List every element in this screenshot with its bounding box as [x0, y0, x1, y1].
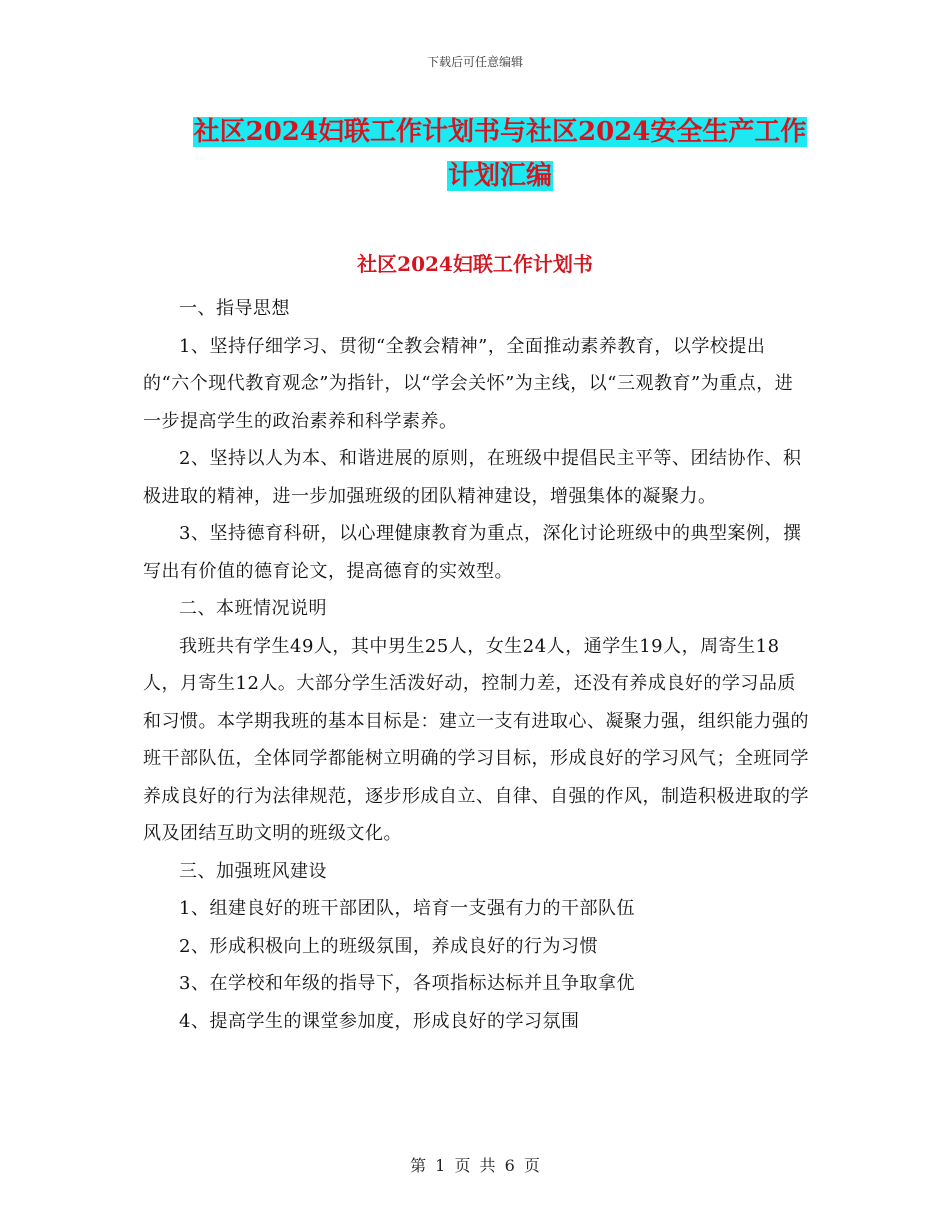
list-item: 1、组建良好的班干部团队，培育一支强有力的干部队伍 — [179, 898, 635, 919]
page-header: 下载后可任意编辑 — [426, 55, 523, 69]
document-body — [143, 290, 809, 1040]
paragraph: 1、坚持仔细学习、贯彻“全教会精神”，全面推动素养教育，以学校提出的“六个现代教育观念”为指针，以“学会关怀”为主线，以“三观教育”为重点，进一步提高学生的政治素养和科学素养。 — [143, 335, 794, 432]
heading-class-style: 三、加强班风建设 — [179, 860, 327, 882]
section-title: 社区2024妇联工作计划书 — [357, 252, 593, 276]
list-item: 4、提高学生的课堂参加度，形成良好的学习氛围 — [179, 1010, 580, 1032]
paragraph: 2、坚持以人为本、和谐进展的原则，在班级中提倡民主平等、团结协作、积极进取的精神，进一步加强班级的团队精神建设，增强集体的凝聚力。 — [143, 448, 802, 507]
paragraph: 我班共有学生49人，其中男生25人，女生24人，通学生19人，周寄生18人，月寄生12人。大部分学生活泼好动，控制力差，还没有养成良好的学习品质和习惯。本学期我班的基本目标是：建立一支有进取心、凝聚力强，组织能力强的班干部队伍，全体同学都能树立明确的学习目标，形成良好的学习风气；全班同学养成良好的行为法律规范，逐步形成自立、自律、自强的作风，制造积极进取的学风及团结互助文明的班级文化。 — [143, 635, 809, 844]
list-item: 2、形成积极向上的班级氛围，养成良好的行为习惯 — [179, 935, 598, 957]
heading-guiding-ideology: 一、指导思想 — [179, 298, 290, 319]
list-item: 3、在学校和年级的指导下，各项指标达标并且争取拿优 — [179, 973, 635, 994]
page-number: 第 1 页 共 6 页 — [410, 1156, 540, 1175]
document-title-line2: 计划汇编 — [447, 161, 552, 191]
document-title-line1: 社区2024妇联工作计划书与社区2024安全生产工作 — [193, 117, 807, 147]
heading-class-situation: 二、本班情况说明 — [179, 598, 327, 619]
paragraph: 3、坚持德育科研，以心理健康教育为重点，深化讨论班级中的典型案例，撰写出有价值的德育论文，提高德育的实效型。 — [143, 523, 802, 582]
document-title — [140, 110, 860, 198]
